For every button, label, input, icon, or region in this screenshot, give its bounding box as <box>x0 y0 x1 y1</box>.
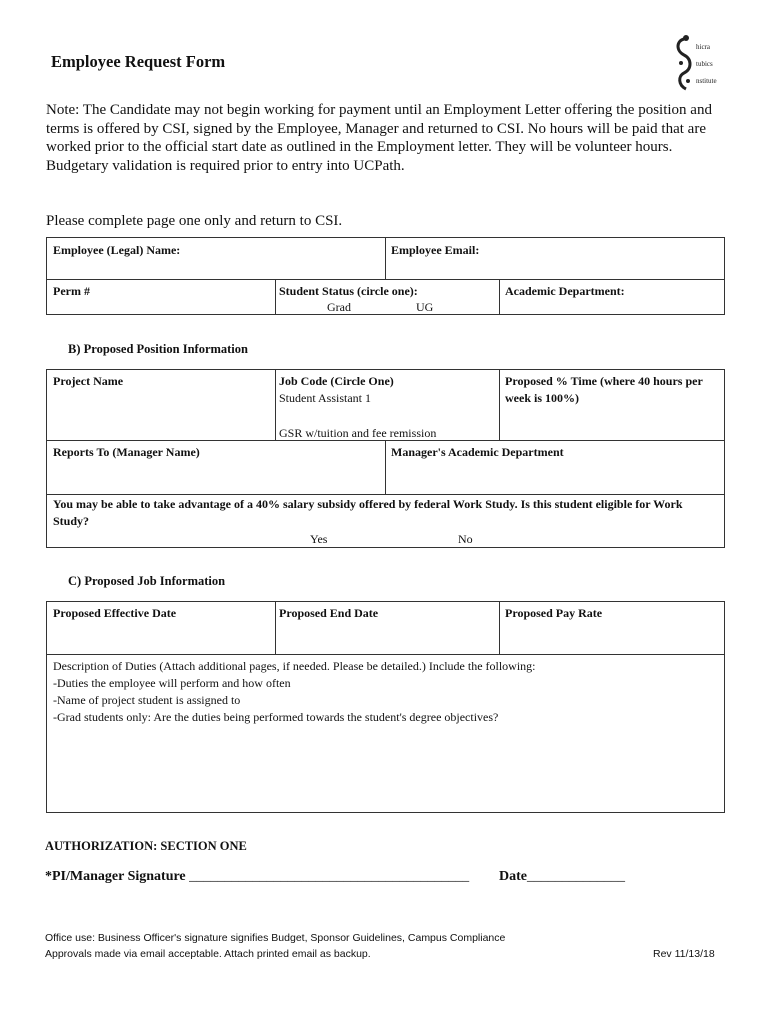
position-info-table <box>46 369 725 548</box>
date-label: Date <box>499 869 527 884</box>
employee-info-table <box>46 237 725 315</box>
work-study-option-yes[interactable]: Yes <box>310 532 328 546</box>
duties-line-2: -Duties the employee will perform and how often <box>53 676 291 690</box>
job-code-option-student-assistant[interactable]: Student Assistant 1 <box>279 391 372 405</box>
pay-rate-field[interactable]: Proposed Pay Rate <box>505 606 603 620</box>
work-study-option-no[interactable]: No <box>458 532 473 546</box>
date-line[interactable]: ______________ <box>527 869 625 884</box>
duties-line-3: -Name of project student is assigned to <box>53 693 241 707</box>
note-paragraph: Note: The Candidate may not begin working for payment until an Employment Letter offering the position and terms is offered by CSI, signed by the Employee, Manager and returned to CSI. No hours will be paid that are worked prior to the official start date as outlined in the Employment letter. They will be volunteer hours. Budgetary validation is required prior to entry into UCPath. <box>46 102 712 174</box>
duties-line-4: -Grad students only: Are the duties being performed towards the student's degree objectives? <box>53 710 499 724</box>
logo-text-2: tubics <box>696 60 713 68</box>
signature-label: *PI/Manager Signature <box>45 869 186 884</box>
institute-logo <box>672 33 724 95</box>
work-study-question: You may be able to take advantage of a 40% salary subsidy offered by federal Work Study. Is this student eligible for Work Study? <box>53 497 683 528</box>
signature-line[interactable]: ________________________________________ <box>189 869 470 884</box>
status-option-grad[interactable]: Grad <box>327 300 351 314</box>
revision-label: Rev 11/13/18 <box>653 948 715 960</box>
date-row <box>499 869 625 885</box>
proposed-time-field[interactable]: Proposed % Time (where 40 hours per week is 100%) <box>505 374 703 405</box>
duties-line-1: Description of Duties (Attach additional pages, if needed. Please be detailed.) Include the following: <box>53 659 536 673</box>
logo-mark-icon <box>672 33 724 95</box>
job-code-label: Job Code (Circle One) <box>279 374 394 388</box>
authorization-heading: AUTHORIZATION: SECTION ONE <box>45 839 247 853</box>
perm-field[interactable]: Perm # <box>53 284 90 298</box>
page-title: Employee Request Form <box>51 52 226 71</box>
employee-email-field[interactable]: Employee Email: <box>391 243 480 257</box>
manager-department-field[interactable]: Manager's Academic Department <box>391 445 564 459</box>
job-code-option-gsr[interactable]: GSR w/tuition and fee remission <box>279 426 437 440</box>
signature-row <box>45 869 469 885</box>
footer-line-1: Office use: Business Officer's signature signifies Budget, Sponsor Guidelines, Campus Compliance <box>45 932 506 944</box>
status-option-ug[interactable]: UG <box>416 300 434 314</box>
end-date-field[interactable]: Proposed End Date <box>279 606 379 620</box>
logo-text-1: hicra <box>696 43 710 51</box>
section-b-heading: B) Proposed Position Information <box>68 342 248 356</box>
section-c-heading: C) Proposed Job Information <box>68 574 226 588</box>
footer-line-2: Approvals made via email acceptable. Attach printed email as backup. <box>45 948 371 960</box>
project-name-field[interactable]: Project Name <box>53 374 124 388</box>
reports-to-field[interactable]: Reports To (Manager Name) <box>53 445 200 459</box>
instructions-text: Please complete page one only and return to CSI. <box>46 213 343 229</box>
academic-department-field[interactable]: Academic Department: <box>505 284 625 298</box>
job-info-table <box>46 601 725 813</box>
student-status-label: Student Status (circle one): <box>279 284 418 298</box>
effective-date-field[interactable]: Proposed Effective Date <box>53 606 177 620</box>
logo-text-3: nstitute <box>696 77 717 85</box>
employee-name-field[interactable]: Employee (Legal) Name: <box>53 243 181 257</box>
